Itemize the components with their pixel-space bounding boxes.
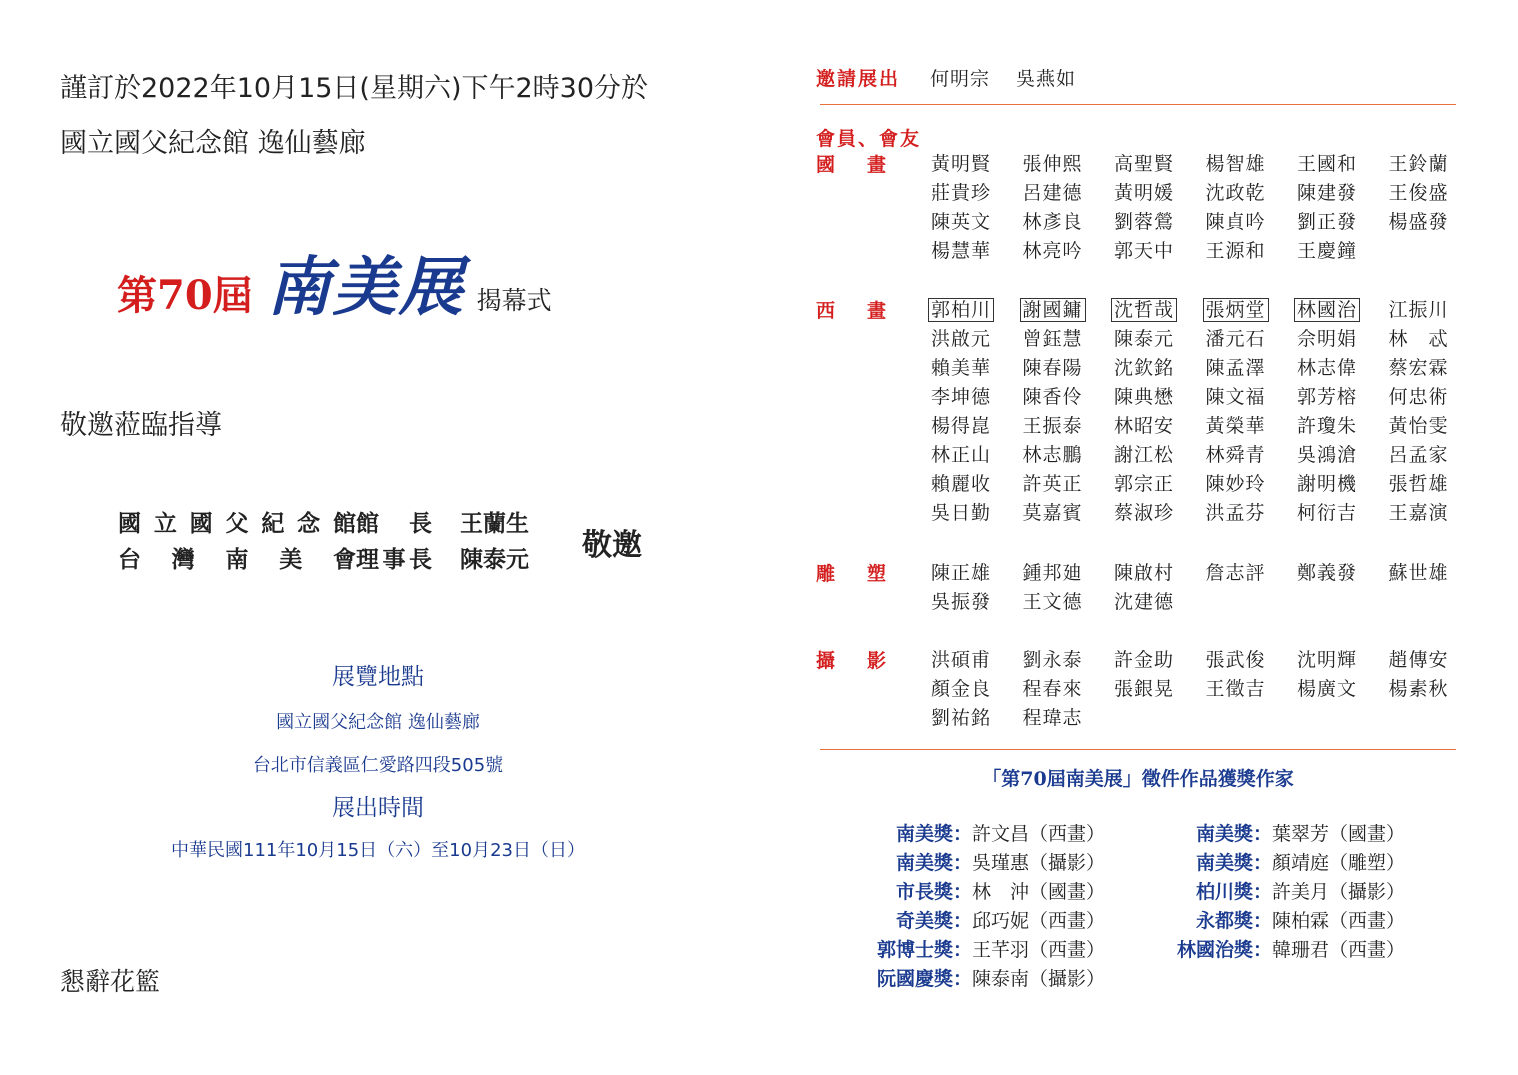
member-name-text: 林昭安: [1114, 415, 1175, 437]
member-name-text: 潘元石: [1205, 328, 1266, 350]
guest-name: 吳燕如: [1016, 68, 1077, 90]
member-name: [1023, 559, 1115, 588]
member-name: [1023, 208, 1115, 237]
member-name-text: 趙傳安: [1388, 649, 1449, 671]
member-name: [1023, 441, 1115, 470]
member-name-text: 林彥良: [1022, 211, 1083, 233]
member-name-text: 洪碩甫: [931, 649, 992, 671]
member-name-text: 張哲雄: [1388, 473, 1449, 495]
guest-exhibitors: [816, 64, 1076, 91]
member-name-text: 謝國鏞: [1020, 298, 1086, 322]
member-name: [1023, 237, 1115, 266]
member-name-text: 鍾邦廸: [1022, 562, 1083, 584]
member-name: [1389, 208, 1481, 237]
member-name: [1023, 675, 1115, 704]
member-name: [1297, 646, 1389, 675]
member-name: [1114, 441, 1206, 470]
member-name-text: 鄭義發: [1297, 562, 1358, 584]
category-label-char: 影: [866, 650, 886, 672]
member-name: [931, 208, 1023, 237]
award-winner: 吳瑾惠（攝影）: [972, 852, 1106, 874]
member-name-text: 陳文福: [1205, 386, 1266, 408]
member-name: [1023, 412, 1115, 441]
member-name: [1206, 325, 1298, 354]
member-name-text: 楊素秋: [1388, 678, 1449, 700]
member-name-text: 許瓊朱: [1297, 415, 1358, 437]
award-name: 柏川獎：: [1195, 881, 1272, 903]
member-name: [1023, 646, 1115, 675]
member-name: [931, 237, 1023, 266]
member-name-text: 劉祐銘: [931, 707, 992, 729]
member-name-text: 柯衍吉: [1297, 502, 1358, 524]
member-name-text: 張銀晃: [1114, 678, 1175, 700]
category-label-char: 畫: [866, 154, 886, 176]
award-entry: [1150, 907, 1405, 936]
member-name-text: 呂孟家: [1388, 444, 1449, 466]
member-name-text: 楊廣文: [1297, 678, 1358, 700]
award-entry: [850, 878, 1105, 907]
name-grid-sculpture: [931, 559, 1480, 617]
member-name-text: 王文德: [1022, 591, 1083, 613]
member-name: [928, 296, 1023, 325]
title-name: 南美展: [266, 250, 465, 325]
award-winner: 葉翠芳（國畫）: [1272, 823, 1406, 845]
member-name: [1114, 208, 1206, 237]
awards-heading: 「第70屆南美展」徵件作品獲獎作家: [982, 768, 1294, 790]
member-name: [1023, 150, 1115, 179]
member-name-text: 曾鈺慧: [1022, 328, 1083, 350]
award-winner: 王芊羽（西畫）: [972, 939, 1106, 961]
member-name: [1389, 383, 1481, 412]
member-name-text: 黃怡雯: [1388, 415, 1449, 437]
member-name-text: 謝明機: [1297, 473, 1358, 495]
host-name: 陳泰元: [460, 546, 529, 573]
member-name: [1114, 588, 1206, 617]
member-name: [1297, 441, 1389, 470]
member-name-text: 許金助: [1114, 649, 1175, 671]
member-name: [1389, 179, 1481, 208]
member-name-text: 李坤德: [931, 386, 992, 408]
award-name: 林國治獎：: [1176, 939, 1272, 961]
category-label-char: 西: [816, 300, 836, 322]
guest-label: 邀請展出: [816, 68, 901, 90]
member-name-text: 劉蓉鶯: [1114, 211, 1175, 233]
member-name: [931, 179, 1023, 208]
award-entry: [850, 820, 1105, 849]
host-row: [118, 541, 529, 577]
title-edition: 第70屆: [117, 272, 253, 319]
member-name: [1206, 237, 1298, 266]
award-name: 南美獎：: [895, 852, 972, 874]
host-org: 國立國父紀念館: [118, 510, 356, 537]
member-name-text: 賴美華: [931, 357, 992, 379]
category-sculpture: [816, 559, 886, 586]
member-name: [931, 383, 1023, 412]
category-label: [816, 296, 886, 323]
member-name: [1023, 179, 1115, 208]
member-name-text: 呂建德: [1022, 182, 1083, 204]
member-name-text: 洪啟元: [931, 328, 992, 350]
member-name-text: 沈哲哉: [1111, 298, 1177, 322]
name-grid-guohua: [931, 150, 1480, 266]
invite-tag: 敬邀: [582, 528, 642, 563]
member-name-text: 陳妙玲: [1205, 473, 1266, 495]
member-name-text: 陳正雄: [931, 562, 992, 584]
award-winner: 邱巧妮（西畫）: [972, 910, 1106, 932]
member-name: [1297, 179, 1389, 208]
member-name: [1294, 296, 1389, 325]
invite-venue-line: 國立國父紀念館 逸仙藝廊: [60, 128, 366, 159]
member-name: [931, 588, 1023, 617]
member-name: [1114, 470, 1206, 499]
member-name: [1111, 296, 1206, 325]
member-name-text: 佘明娟: [1297, 328, 1358, 350]
member-name-text: 沈欽銘: [1114, 357, 1175, 379]
member-name-text: 蔡淑珍: [1114, 502, 1175, 524]
award-entry: [1150, 849, 1405, 878]
category-label-char: 國: [816, 154, 836, 176]
member-name-text: 陳英文: [931, 211, 992, 233]
award-entry: [850, 849, 1105, 878]
host-list: [118, 505, 529, 577]
member-name-text: 王慶鐘: [1297, 240, 1358, 262]
name-grid-xihua: [931, 296, 1480, 528]
member-name-text: 張炳堂: [1203, 298, 1269, 322]
category-label: [816, 646, 886, 673]
award-name: 市長獎：: [895, 881, 972, 903]
member-name-text: 林 忒: [1388, 328, 1449, 350]
member-name: [1389, 354, 1481, 383]
member-name-text: 陳典懋: [1114, 386, 1175, 408]
invite-time-line: 謹訂於2022年10月15日(星期六)下午2時30分於: [60, 73, 649, 104]
award-winner: 許文昌（西畫）: [972, 823, 1106, 845]
member-name: [1297, 383, 1389, 412]
member-name-text: 陳香伶: [1022, 386, 1083, 408]
member-name-text: 蔡宏霖: [1388, 357, 1449, 379]
member-name-text: 洪孟芬: [1205, 502, 1266, 524]
venue-heading: 展覽地點: [332, 664, 424, 690]
member-name-text: 劉正發: [1297, 211, 1358, 233]
member-name: [1206, 208, 1298, 237]
member-name-text: 蘇世雄: [1388, 562, 1449, 584]
member-name: [931, 704, 1023, 733]
member-name-text: 莊貴珍: [931, 182, 992, 204]
member-name: [1114, 646, 1206, 675]
member-name: [1114, 325, 1206, 354]
award-name: 郭博士獎：: [876, 939, 972, 961]
member-name: [1297, 499, 1389, 528]
member-name: [1206, 499, 1298, 528]
member-name-text: 郭芳榕: [1297, 386, 1358, 408]
member-name-text: 何忠術: [1388, 386, 1449, 408]
member-name: [1114, 354, 1206, 383]
member-name: [931, 150, 1023, 179]
award-winner: 許美月（攝影）: [1272, 881, 1406, 903]
member-name: [1114, 237, 1206, 266]
member-name: [1023, 704, 1115, 733]
host-name: 王蘭生: [460, 510, 529, 537]
member-name-text: 楊智雄: [1205, 153, 1266, 175]
member-name: [1114, 499, 1206, 528]
member-name: [1297, 208, 1389, 237]
divider: [820, 749, 1456, 750]
award-name: 南美獎：: [895, 823, 972, 845]
member-name: [1206, 559, 1298, 588]
member-name: [1297, 325, 1389, 354]
awards-column-right: [1150, 820, 1405, 965]
exhibition-dates: 中華民國111年10月15日（六）至10月23日（日）: [171, 840, 585, 861]
member-name: [1206, 441, 1298, 470]
member-name: [1389, 646, 1481, 675]
member-name-text: 陳泰元: [1114, 328, 1175, 350]
venue-name: 國立國父紀念館 逸仙藝廊: [276, 712, 480, 733]
host-row: [118, 505, 529, 541]
member-name-text: 林志偉: [1297, 357, 1358, 379]
member-name-text: 林正山: [931, 444, 992, 466]
member-name-text: 王俊盛: [1388, 182, 1449, 204]
member-name: [1389, 499, 1481, 528]
award-winner: 韓珊君（西畫）: [1272, 939, 1406, 961]
host-role: 館長: [356, 510, 432, 537]
award-entry: [1150, 820, 1405, 849]
name-grid-photography: [931, 646, 1480, 733]
member-name: [1389, 675, 1481, 704]
member-name-text: 謝江松: [1114, 444, 1175, 466]
member-name: [1023, 588, 1115, 617]
host-org: 台灣南美會: [118, 546, 356, 573]
member-name: [1114, 179, 1206, 208]
member-name-text: 沈政乾: [1205, 182, 1266, 204]
member-name: [1023, 325, 1115, 354]
member-name-text: 王振泰: [1022, 415, 1083, 437]
member-name: [1206, 354, 1298, 383]
member-name-text: 吳振發: [931, 591, 992, 613]
member-name-text: 陳春陽: [1022, 357, 1083, 379]
award-entry: [850, 907, 1105, 936]
member-name-text: 王國和: [1297, 153, 1358, 175]
member-name: [1206, 470, 1298, 499]
category-photography: [816, 646, 886, 673]
member-name: [1297, 470, 1389, 499]
member-name-text: 江振川: [1388, 299, 1449, 321]
member-name: [1389, 559, 1481, 588]
award-entry: [850, 965, 1105, 994]
category-label-char: 塑: [866, 563, 886, 585]
member-name-text: 林舜青: [1205, 444, 1266, 466]
member-name: [931, 354, 1023, 383]
category-label-char: 雕: [816, 563, 836, 585]
member-name-text: 王徵吉: [1205, 678, 1266, 700]
member-name: [1114, 150, 1206, 179]
member-name: [1297, 150, 1389, 179]
divider: [820, 104, 1456, 105]
member-name-text: 黃明賢: [931, 153, 992, 175]
category-xihua: [816, 296, 886, 323]
member-name: [1206, 150, 1298, 179]
member-name: [1297, 559, 1389, 588]
member-name: [1389, 296, 1481, 325]
member-name-text: 莫嘉賓: [1022, 502, 1083, 524]
award-entry: [1150, 878, 1405, 907]
member-name: [1114, 675, 1206, 704]
category-label: [816, 559, 886, 586]
member-name-text: 王嘉演: [1388, 502, 1449, 524]
decline-flowers-note: 懇辭花籃: [60, 967, 161, 996]
member-name-text: 林志鵬: [1022, 444, 1083, 466]
member-name-text: 陳啟村: [1114, 562, 1175, 584]
member-name-text: 陳貞吟: [1205, 211, 1266, 233]
member-name-text: 黃明媛: [1114, 182, 1175, 204]
member-name: [1023, 383, 1115, 412]
member-name-text: 高聖賢: [1114, 153, 1175, 175]
member-name: [931, 412, 1023, 441]
member-name: [931, 675, 1023, 704]
member-name: [1206, 412, 1298, 441]
member-name: [931, 441, 1023, 470]
member-name: [1023, 499, 1115, 528]
member-name: [1389, 150, 1481, 179]
members-label: 會員、會友: [816, 128, 922, 150]
member-name: [1020, 296, 1115, 325]
member-name-text: 王源和: [1205, 240, 1266, 262]
time-heading: 展出時間: [332, 795, 424, 821]
member-name: [1389, 470, 1481, 499]
member-name-text: 詹志評: [1205, 562, 1266, 584]
member-name: [1023, 470, 1115, 499]
member-name-text: 張伸熙: [1022, 153, 1083, 175]
member-name-text: 郭天中: [1114, 240, 1175, 262]
member-name: [1023, 354, 1115, 383]
category-label-char: 攝: [816, 650, 836, 672]
award-entry: [850, 936, 1105, 965]
member-name-text: 郭宗正: [1114, 473, 1175, 495]
award-name: 奇美獎：: [895, 910, 972, 932]
member-name-text: 陳孟澤: [1205, 357, 1266, 379]
category-guohua: [816, 150, 886, 177]
award-name: 南美獎：: [1195, 823, 1272, 845]
category-label-char: 畫: [866, 300, 886, 322]
member-name: [931, 325, 1023, 354]
member-name: [1389, 412, 1481, 441]
member-name-text: 許英正: [1022, 473, 1083, 495]
member-name: [1206, 646, 1298, 675]
guest-name: 何明宗: [930, 68, 991, 90]
member-name: [931, 470, 1023, 499]
member-name-text: 吳鴻滄: [1297, 444, 1358, 466]
exhibition-title: [117, 236, 552, 328]
title-subtitle: 揭幕式: [476, 286, 552, 315]
member-name: [1206, 179, 1298, 208]
member-name-text: 程瑋志: [1022, 707, 1083, 729]
member-name: [1203, 296, 1298, 325]
member-name: [1206, 675, 1298, 704]
member-name-text: 林國治: [1294, 298, 1360, 322]
member-name-text: 張武俊: [1205, 649, 1266, 671]
award-winner: 陳泰南（攝影）: [972, 968, 1106, 990]
invite-request: 敬邀蒞臨指導: [60, 410, 222, 441]
member-name: [1206, 383, 1298, 412]
category-label: [816, 150, 886, 177]
member-name-text: 沈明輝: [1297, 649, 1358, 671]
member-name: [1114, 412, 1206, 441]
member-name-text: 賴麗收: [931, 473, 992, 495]
member-name: [1114, 383, 1206, 412]
award-name: 阮國慶獎：: [876, 968, 972, 990]
member-name-text: 程春來: [1022, 678, 1083, 700]
award-name: 南美獎：: [1195, 852, 1272, 874]
award-winner: 陳柏霖（西畫）: [1272, 910, 1406, 932]
member-name-text: 楊得崑: [931, 415, 992, 437]
member-name-text: 楊盛發: [1388, 211, 1449, 233]
member-name: [931, 646, 1023, 675]
member-name: [1389, 441, 1481, 470]
awards-column-left: [850, 820, 1105, 994]
member-name: [1297, 354, 1389, 383]
member-name: [1297, 237, 1389, 266]
host-role: 理事長: [356, 546, 432, 573]
member-name-text: 吳日勤: [931, 502, 992, 524]
member-name: [931, 499, 1023, 528]
member-name-text: 楊慧華: [931, 240, 992, 262]
member-name-text: 陳建發: [1297, 182, 1358, 204]
award-entry: [1150, 936, 1405, 965]
member-name: [1297, 675, 1389, 704]
member-name-text: 林亮吟: [1022, 240, 1083, 262]
member-name: [1389, 325, 1481, 354]
member-name-text: 劉永泰: [1022, 649, 1083, 671]
award-name: 永都獎：: [1195, 910, 1272, 932]
member-name-text: 黃榮華: [1205, 415, 1266, 437]
member-name: [1297, 412, 1389, 441]
award-winner: 林 沖（國畫）: [972, 881, 1106, 903]
member-name-text: 顏金良: [931, 678, 992, 700]
member-name-text: 郭柏川: [928, 298, 994, 322]
member-name: [1114, 559, 1206, 588]
member-name-text: 王鈴蘭: [1388, 153, 1449, 175]
venue-address: 台北市信義區仁愛路四段505號: [252, 755, 504, 776]
award-winner: 顏靖庭（雕塑）: [1272, 852, 1406, 874]
member-name-text: 沈建德: [1114, 591, 1175, 613]
member-name: [931, 559, 1023, 588]
